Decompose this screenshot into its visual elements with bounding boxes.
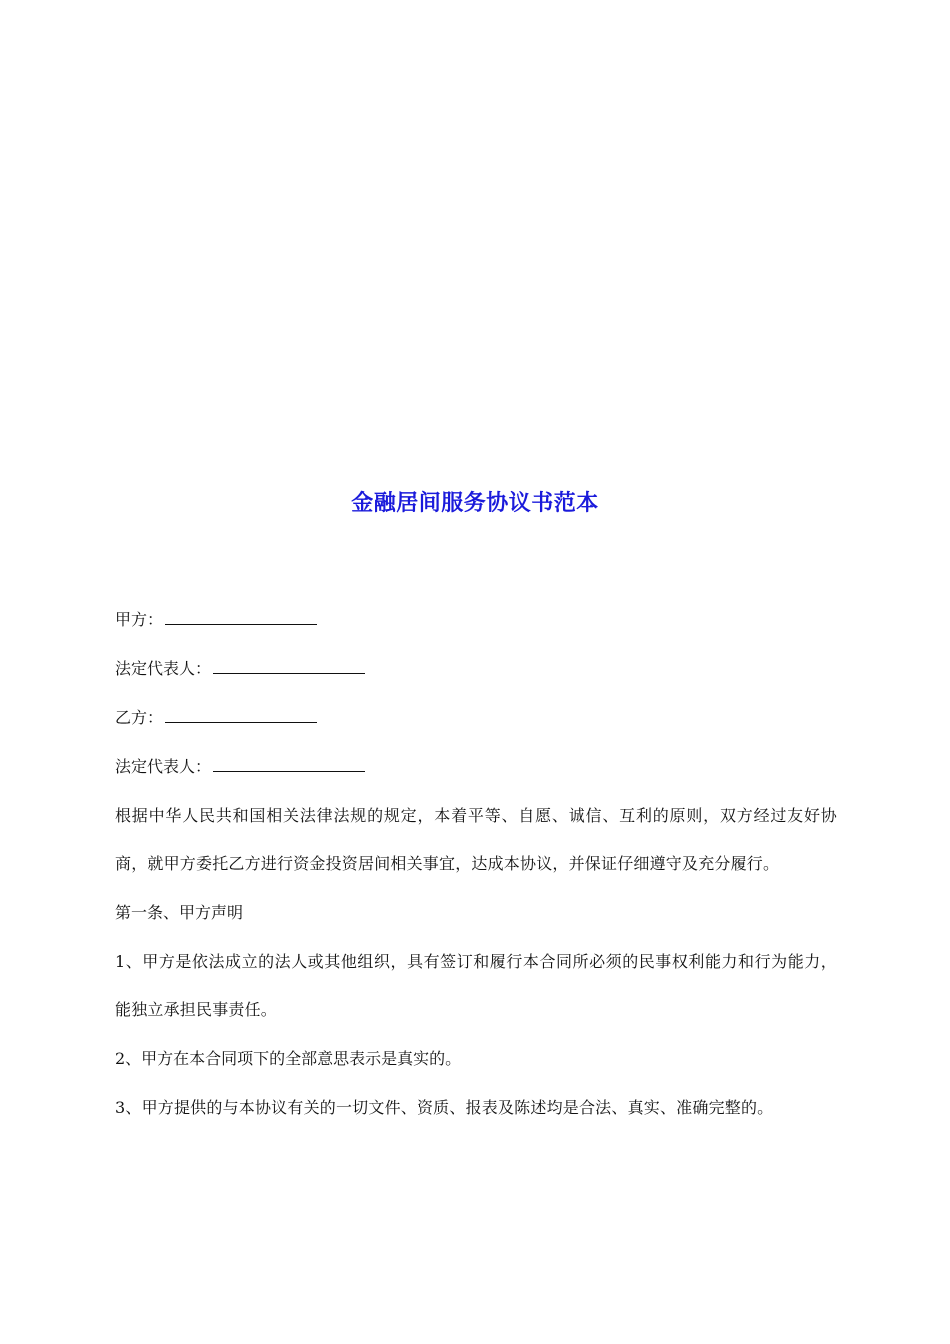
- party-b-representative-blank: [213, 757, 365, 772]
- party-b-representative-field: [115, 751, 837, 783]
- document-title: 金融居间服务协议书范本: [351, 490, 599, 516]
- article-1-heading: 第一条、甲方声明: [115, 903, 244, 922]
- party-a-blank: [165, 610, 317, 625]
- party-b-blank: [165, 708, 317, 723]
- article-1-item-1: 1、甲方是依法成立的法人或其他组织，具有签订和履行本合同所必须的民事权利能力和行为能力，能独立承担民事责任。: [115, 952, 837, 1019]
- document-body: [115, 604, 837, 1141]
- party-b-label: 乙方：: [115, 708, 164, 727]
- article-1-item-2: 2、甲方在本合同项下的全部意思表示是真实的。: [115, 1049, 462, 1068]
- party-a-representative-label: 法定代表人：: [115, 659, 212, 678]
- party-a-field: [115, 604, 837, 636]
- party-b-field: [115, 702, 837, 734]
- party-b-representative-label: 法定代表人：: [115, 757, 212, 776]
- article-1-item-3: 3、甲方提供的与本协议有关的一切文件、资质、报表及陈述均是合法、真实、准确完整的。: [115, 1098, 774, 1117]
- party-a-representative-field: [115, 653, 837, 685]
- party-a-label: 甲方：: [115, 610, 164, 629]
- preamble-paragraph: 根据中华人民共和国相关法律法规的规定，本着平等、自愿、诚信、互利的原则，双方经过友好协商，就甲方委托乙方进行资金投资居间相关事宜，达成本协议，并保证仔细遵守及充分履行。: [115, 806, 837, 873]
- party-a-representative-blank: [213, 659, 365, 674]
